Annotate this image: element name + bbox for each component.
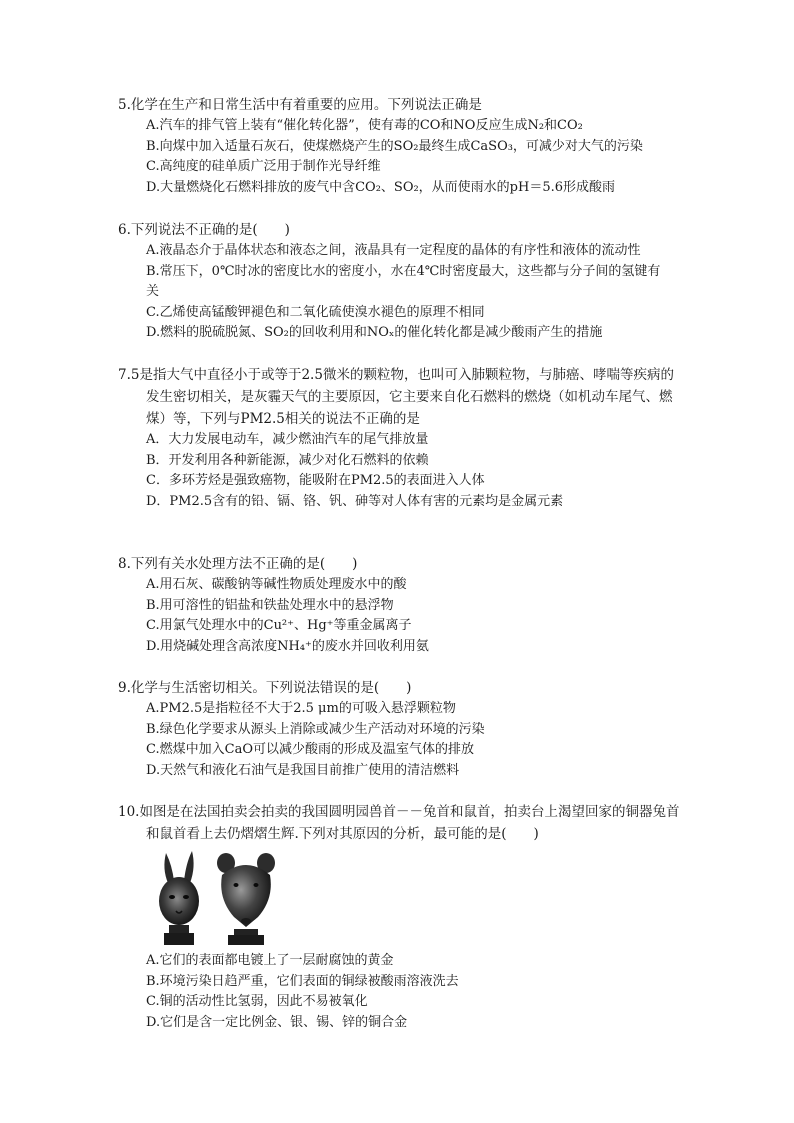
- question-7-option-b: B．开发利用各种新能源，减少对化石燃料的依赖: [146, 452, 429, 468]
- question-8: [118, 553, 718, 657]
- question-7-option-a: A．大力发展电动车，减少燃油汽车的尾气排放量: [146, 432, 429, 447]
- question-6-option-b: [118, 262, 718, 303]
- question-5: [118, 94, 718, 198]
- question-9-options: [118, 699, 718, 781]
- question-6-options: [118, 241, 718, 344]
- question-10: [118, 801, 718, 1033]
- question-9-option-d: D.天然气和液化石油气是我国目前推广使用的清洁燃料: [146, 762, 460, 778]
- question-6: [118, 219, 718, 344]
- question-10-options: [118, 951, 718, 1033]
- question-7-stem: [118, 364, 718, 430]
- question-5-option-b: B.向煤中加入适量石灰石，使煤燃烧产生的SO₂最终生成CaSO₃，可减少对大气的污染: [146, 138, 643, 154]
- question-10-stem: [118, 801, 718, 845]
- question-9: [118, 677, 718, 781]
- question-9-stem: 9.化学与生活密切相关。下列说法错误的是( ): [118, 680, 412, 696]
- bronze-heads-image: [148, 849, 718, 949]
- question-6-option-b-line2: 关: [146, 284, 160, 299]
- question-6-stem: 6.下列说法不正确的是( ): [118, 222, 290, 238]
- question-7-stem-line3: 煤）等，下列与PM2.5相关的说法不正确的是: [146, 411, 420, 427]
- question-8-options: [118, 575, 718, 657]
- question-9-option-c: C.燃煤中加入CaO可以减少酸雨的形成及温室气体的排放: [146, 742, 474, 757]
- question-5-option-c: C.高纯度的硅单质广泛用于制作光导纤维: [146, 159, 381, 174]
- question-8-option-a: A.用石灰、碳酸钠等碱性物质处理废水中的酸: [146, 577, 407, 592]
- question-7-option-d: D．PM2.5含有的铅、镉、铬、钒、砷等对人体有害的元素均是金属元素: [146, 493, 564, 509]
- question-10-option-d: D.它们是含一定比例金、银、锡、锌的铜合金: [146, 1014, 408, 1030]
- question-7-stem-line1: 7.5是指大气中直径小于或等于2.5微米的颗粒物，也叫可入肺颗粒物，与肺癌、哮喘等疾病的: [118, 367, 674, 383]
- question-5-option-d: D.大量燃烧化石燃料排放的废气中含CO₂、SO₂，从而使雨水的pH＝5.6形成酸雨: [146, 179, 616, 195]
- question-10-stem-line1: 10.如图是在法国拍卖会拍卖的我国圆明园兽首－－兔首和鼠首，拍卖台上渴望回家的铜器兔首: [118, 804, 680, 820]
- rabbit-head-image: [148, 849, 210, 947]
- question-7-options: [118, 430, 718, 512]
- question-10-stem-line2: 和鼠首看上去仍熠熠生辉.下列对其原因的分析，最可能的是( ): [146, 826, 539, 842]
- rat-head-image: [214, 849, 278, 947]
- question-6-option-c: C.乙烯使高锰酸钾褪色和二氧化硫使溴水褪色的原理不相同: [146, 304, 485, 320]
- question-5-option-a: A.汽车的排气管上装有“催化转化器”，使有毒的CO和NO反应生成N₂和CO₂: [146, 118, 583, 133]
- question-6-option-a: A.液晶态介于晶体状态和液态之间，液晶具有一定程度的晶体的有序性和液体的流动性: [146, 243, 641, 258]
- question-8-stem: 8.下列有关水处理方法不正确的是( ): [118, 556, 358, 572]
- question-9-option-b: B.绿色化学要求从源头上消除或减少生产活动对环境的污染: [146, 721, 485, 737]
- question-5-stem: 5.化学在生产和日常生活中有着重要的应用。下列说法正确是: [118, 97, 482, 113]
- question-8-option-d: D.用烧碱处理含高浓度NH₄⁺的废水并回收利用氨: [146, 638, 429, 654]
- question-9-option-a: A.PM2.5是指粒径不大于2.5 μm的可吸入悬浮颗粒物: [146, 701, 456, 716]
- question-6-option-b-line1: B.常压下，0℃时冰的密度比水的密度小，水在4℃时密度最大，这些都与分子间的氢键有: [146, 263, 661, 279]
- question-7-option-c: C．多环芳烃是强致癌物，能吸附在PM2.5的表面进入人体: [146, 473, 485, 488]
- question-10-option-a: A.它们的表面都电镀上了一层耐腐蚀的黄金: [146, 953, 394, 968]
- question-10-option-c: C.铜的活动性比氢弱，因此不易被氧化: [146, 994, 368, 1009]
- question-5-options: [118, 116, 718, 198]
- question-6-option-d: D.燃料的脱硫脱氮、SO₂的回收利用和NOₓ的催化转化都是减少酸雨产生的措施: [146, 325, 603, 340]
- question-8-option-b: B.用可溶性的铝盐和铁盐处理水中的悬浮物: [146, 597, 394, 613]
- question-10-option-b: B.环境污染日趋严重，它们表面的铜绿被酸雨溶液洗去: [146, 973, 459, 989]
- question-7: [118, 364, 718, 512]
- question-8-option-c: C.用氯气处理水中的Cu²⁺、Hg⁺等重金属离子: [146, 618, 412, 633]
- question-7-stem-line2: 发生密切相关，是灰霾天气的主要原因，它主要来自化石燃料的燃烧（如机动车尾气、燃: [146, 389, 673, 405]
